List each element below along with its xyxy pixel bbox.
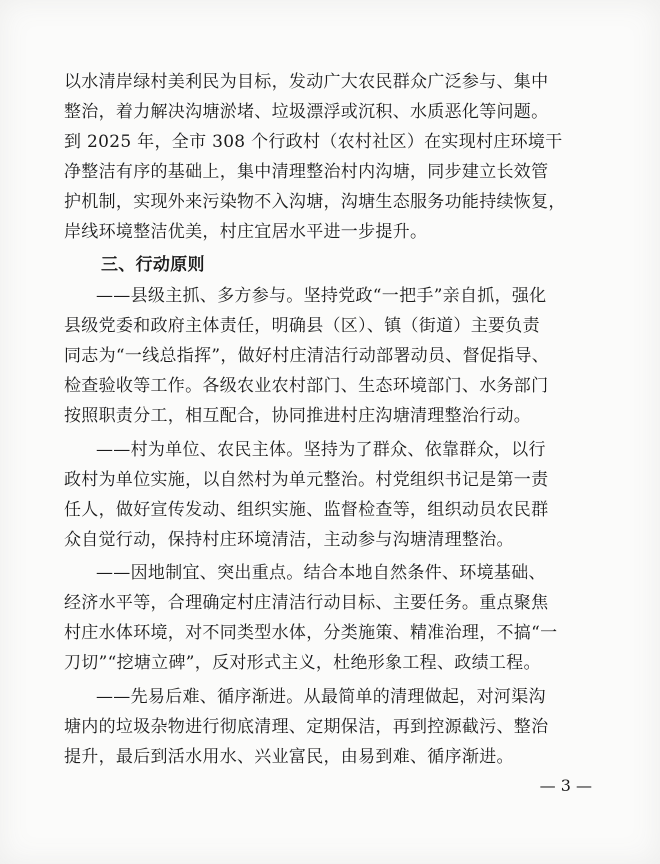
principle-1-line-3: 同志为“一线总指挥”，做好村庄清洁行动部署动员、督促指导、 bbox=[64, 346, 550, 366]
principle-1-line-4: 检查验收等工作。各级农业农村部门、生态环境部门、水务部门 bbox=[64, 376, 549, 396]
principle-4-line-1: ——先易后难、循序渐进。从最简单的清理做起，对河渠沟 bbox=[96, 687, 546, 707]
paragraph-1-line-2: 整治，着力解决沟塘淤堵、垃圾漂浮或沉积、水质恶化等问题。 bbox=[64, 102, 549, 122]
principle-1-line-2: 县级党委和政府主体责任，明确县（区）、镇（街道）主要负责 bbox=[64, 316, 540, 336]
principle-3-line-2: 经济水平等，合理确定村庄清洁行动目标、主要任务。重点聚焦 bbox=[64, 593, 549, 613]
principle-4-line-3: 提升，最后到活水用水、兴业富民，由易到难、循序渐进。 bbox=[64, 747, 514, 767]
principle-1-line-5: 按照职责分工，相互配合，协同推进村庄沟塘清理整治行动。 bbox=[64, 406, 532, 426]
principle-3-line-1: ——因地制宜、突出重点。结合本地自然条件、环境基础、 bbox=[96, 563, 546, 583]
principle-3-line-4: 刀切”“挖塘立碑”，反对形式主义，杜绝形象工程、政绩工程。 bbox=[64, 653, 541, 673]
principle-3-line-3: 村庄水体环境，对不同类型水体，分类施策、精准治理，不搞“一 bbox=[64, 623, 558, 643]
paragraph-1-line-1: 以水清岸绿村美利民为目标，发动广大农民群众广泛参与、集中 bbox=[64, 72, 549, 92]
principle-4-line-2: 塘内的垃圾杂物进行彻底清理、定期保洁，再到控源截污、整治 bbox=[64, 717, 549, 737]
paragraph-1-line-5: 护机制，实现外来污染物不入沟塘，沟塘生态服务功能持续恢复， bbox=[64, 192, 566, 212]
principle-2-line-4: 众自觉行动，保持村庄环境清洁，主动参与沟塘清理整治。 bbox=[64, 530, 514, 550]
paragraph-1-line-3: 到 2025 年，全市 308 个行政村（农村社区）在实现村庄环境干 bbox=[64, 132, 563, 152]
paragraph-1-line-6: 岸线环境整洁优美，村庄宜居水平进一步提升。 bbox=[64, 222, 428, 242]
principle-1-line-1: ——县级主抓、多方参与。坚持党政“一把手”亲自抓，强化 bbox=[96, 286, 547, 306]
paragraph-1-line-4: 净整洁有序的基础上，集中清理整治村内沟塘，同步建立长效管 bbox=[64, 162, 549, 182]
section-heading: 三、行动原则 bbox=[101, 255, 205, 275]
principle-2-line-1: ——村为单位、农民主体。坚持为了群众、依靠群众，以行 bbox=[96, 440, 546, 460]
page-number: — 3 — bbox=[539, 776, 592, 795]
principle-2-line-2: 政村为单位实施，以自然村为单元整治。村党组织书记是第一责 bbox=[64, 470, 549, 490]
principle-2-line-3: 任人，做好宣传发动、组织实施、监督检查等，组织动员农民群 bbox=[64, 500, 549, 520]
